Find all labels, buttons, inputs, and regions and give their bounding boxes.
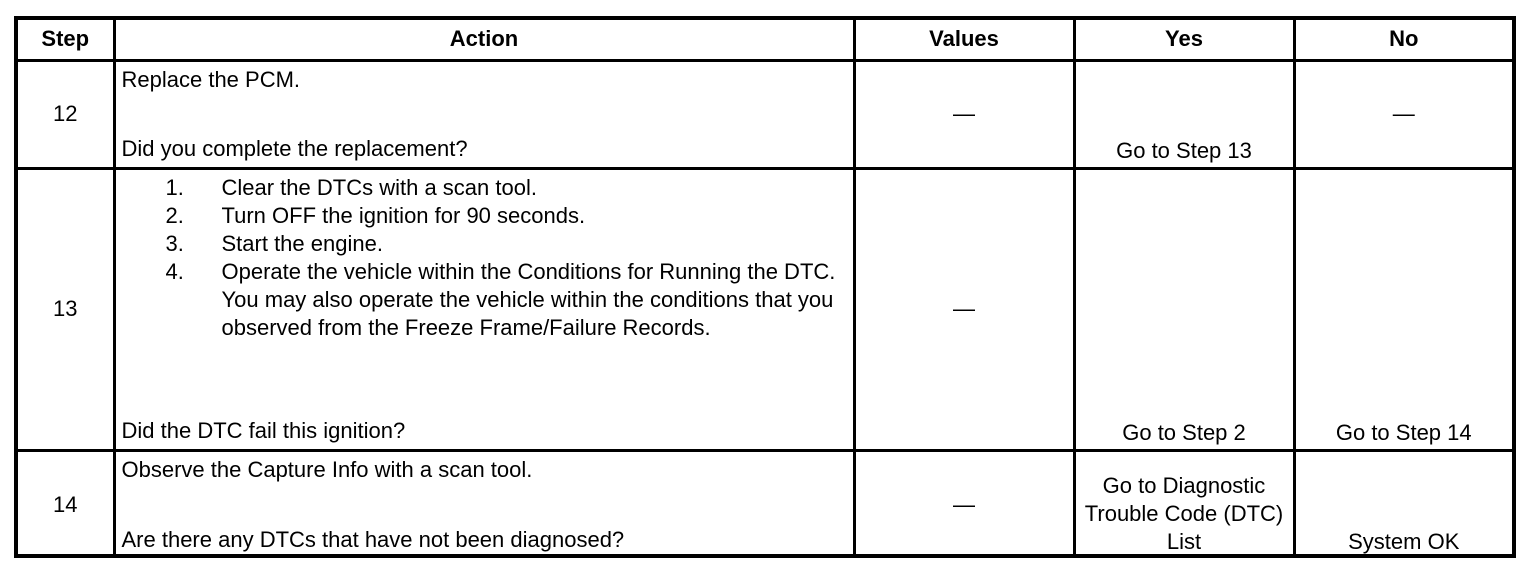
- values-dash: —: [953, 491, 975, 517]
- yes-cell: Go to Step 13: [1074, 60, 1294, 168]
- procedure-item-number: 2.: [165, 202, 184, 228]
- values-cell: [854, 450, 1074, 558]
- values-dash: —: [953, 101, 975, 126]
- procedure-item-text: Clear the DTCs with a scan tool.: [221, 174, 537, 200]
- action-instruction: Replace the PCM.: [121, 66, 301, 92]
- action-instruction: Observe the Capture Info with a scan tool.: [121, 456, 533, 482]
- action-question: Are there any DTCs that have not been diagnosed?: [121, 527, 625, 552]
- step-number: 13: [18, 168, 114, 450]
- values-cell: [854, 60, 1074, 168]
- action-question: Did you complete the replacement?: [121, 135, 468, 161]
- procedure-item: [122, 202, 847, 230]
- procedure-list: [122, 174, 847, 342]
- diagnostic-table-frame: [14, 16, 1516, 558]
- table-row-step-13: [18, 168, 1512, 450]
- procedure-item-number: 1.: [165, 174, 184, 200]
- procedure-item-number: 4.: [165, 258, 184, 284]
- action-question: Did the DTC fail this ignition?: [121, 417, 406, 443]
- no-cell: System OK: [1294, 450, 1512, 558]
- procedure-item-text: Turn OFF the ignition for 90 seconds.: [221, 202, 586, 228]
- no-cell: [1294, 60, 1512, 168]
- no-dash: —: [1392, 101, 1415, 126]
- no-cell: Go to Step 14: [1294, 168, 1512, 450]
- procedure-item-text: Operate the vehicle within the Conditions for Running the DTC. You may also operate the vehicle within the conditions that you observed from the Freeze Frame/Failure Records.: [221, 258, 836, 340]
- table-header-row: [18, 20, 1512, 60]
- header-step: Step: [18, 20, 114, 60]
- step-number: 14: [18, 450, 114, 558]
- table-row-step-12: [18, 60, 1512, 168]
- header-no: No: [1294, 20, 1512, 60]
- procedure-item: [122, 174, 847, 202]
- header-yes: Yes: [1074, 20, 1294, 60]
- step-number: 12: [18, 60, 114, 168]
- yes-cell: Go to Step 2: [1074, 168, 1294, 450]
- procedure-item: [122, 230, 847, 258]
- diagnostic-steps-table: [18, 20, 1512, 558]
- procedure-item-text: Start the engine.: [221, 230, 383, 256]
- action-cell: [114, 60, 854, 168]
- header-action: Action: [114, 20, 854, 60]
- procedure-item: [122, 258, 847, 342]
- values-dash: —: [953, 296, 975, 321]
- values-cell: [854, 168, 1074, 450]
- action-cell: [114, 450, 854, 558]
- action-cell: [114, 168, 854, 450]
- header-values: Values: [854, 20, 1074, 60]
- yes-cell: Go to Diagnostic Trouble Code (DTC) List: [1074, 450, 1294, 558]
- procedure-item-number: 3.: [165, 230, 184, 256]
- table-row-step-14: [18, 450, 1512, 558]
